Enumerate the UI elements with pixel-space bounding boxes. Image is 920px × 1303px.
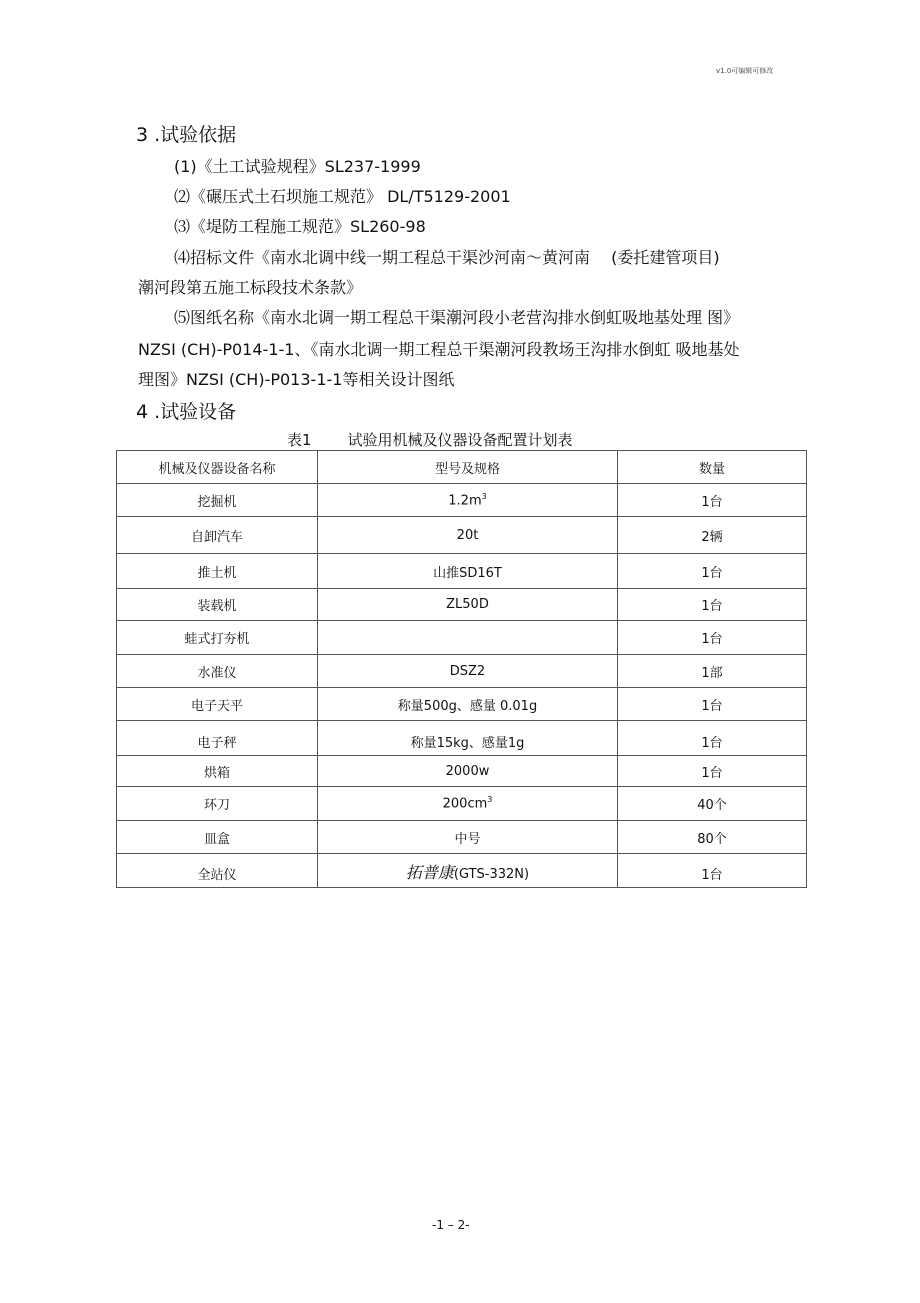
reference-item-2: ⑵《碾压式土石坝施工规范》 DL/T5129-2001 xyxy=(174,187,511,206)
section-3-heading: 3 .试验依据 xyxy=(136,124,237,146)
table-title: 试验用机械及仪器设备配置计划表 xyxy=(347,431,573,449)
row-name: 电子天平 xyxy=(117,688,318,721)
table-row xyxy=(117,554,807,589)
row-spec: DSZ2 xyxy=(318,655,618,688)
table-row xyxy=(117,484,807,517)
row-name: 烘箱 xyxy=(117,756,318,787)
row-name: 皿盒 xyxy=(117,821,318,854)
reference-item-1: (1)《土工试验规程》SL237-1999 xyxy=(174,157,421,176)
row-spec: 中号 xyxy=(318,821,618,854)
section-4-heading: 4 .试验设备 xyxy=(136,401,237,423)
header-spec: 型号及规格 xyxy=(318,451,618,484)
table-row xyxy=(117,787,807,821)
row-name: 全站仪 xyxy=(117,854,318,888)
row-qty: 1台 xyxy=(618,756,807,787)
reference-item-3: ⑶《堤防工程施工规范》SL260-98 xyxy=(174,217,426,236)
reference-item-4: ⑷招标文件《南水北调中线一期工程总干渠沙河南～黄河南 (委托建管项目) xyxy=(174,248,720,267)
header-name: 机械及仪器设备名称 xyxy=(117,451,318,484)
reference-item-4-cont: 潮河段第五施工标段技术条款》 xyxy=(138,278,363,297)
brand-name: 拓普康 xyxy=(405,863,454,882)
row-spec: 20t xyxy=(318,517,618,554)
row-name: 推土机 xyxy=(117,554,318,589)
row-name: 电子秤 xyxy=(117,721,318,756)
reference-item-5-cont-2: 理图》NZSI (CH)-P013-1-1等相关设计图纸 xyxy=(138,370,455,389)
row-spec xyxy=(318,621,618,655)
page-number: -1 – 2- xyxy=(432,1218,470,1232)
row-spec: 拓普康(GTS-332N) xyxy=(318,854,618,888)
table-row xyxy=(117,655,807,688)
row-qty: 1台 xyxy=(618,589,807,621)
row-qty: 80个 xyxy=(618,821,807,854)
row-spec: $1.2m^3$ xyxy=(318,484,618,517)
row-qty: 1台 xyxy=(618,484,807,517)
row-spec: ZL50D xyxy=(318,589,618,621)
row-name: 装载机 xyxy=(117,589,318,621)
row-spec: 称量15kg、感量1g xyxy=(318,721,618,756)
row-qty: 1台 xyxy=(618,854,807,888)
table-row xyxy=(117,721,807,756)
row-name: 自卸汽车 xyxy=(117,517,318,554)
row-qty: 1台 xyxy=(618,721,807,756)
table-row xyxy=(117,756,807,787)
equipment-table xyxy=(116,450,807,888)
table-row xyxy=(117,688,807,721)
table-row xyxy=(117,589,807,621)
table-header-row xyxy=(117,451,807,484)
table-row xyxy=(117,854,807,888)
row-spec: 山推SD16T xyxy=(318,554,618,589)
reference-item-5: ⑸图纸名称《南水北调一期工程总干渠潮河段小老营沟排水倒虹吸地基处理 图》 xyxy=(174,308,740,327)
row-spec: $200cm^3$ xyxy=(318,787,618,821)
row-qty: 1台 xyxy=(618,621,807,655)
row-name: 水准仪 xyxy=(117,655,318,688)
table-caption xyxy=(287,429,573,450)
table-row xyxy=(117,821,807,854)
table-row xyxy=(117,517,807,554)
table-row xyxy=(117,621,807,655)
row-spec: 2000w xyxy=(318,756,618,787)
row-name: 环刀 xyxy=(117,787,318,821)
row-qty: 1台 xyxy=(618,688,807,721)
row-name: 挖掘机 xyxy=(117,484,318,517)
row-qty: 1台 xyxy=(618,554,807,589)
row-spec: 称量500g、感量 0.01g xyxy=(318,688,618,721)
table-number: 表1 xyxy=(287,431,312,449)
row-qty: 1部 xyxy=(618,655,807,688)
row-qty: 40个 xyxy=(618,787,807,821)
reference-item-5-cont: NZSI (CH)-P014-1-1、《南水北调一期工程总干渠潮河段教场王沟排水倒虹 吸地基处 xyxy=(138,340,740,359)
header-qty: 数量 xyxy=(618,451,807,484)
row-qty: 2辆 xyxy=(618,517,807,554)
version-label: v1.0可编辑可修改 xyxy=(716,67,774,75)
row-name: 蛙式打夯机 xyxy=(117,621,318,655)
